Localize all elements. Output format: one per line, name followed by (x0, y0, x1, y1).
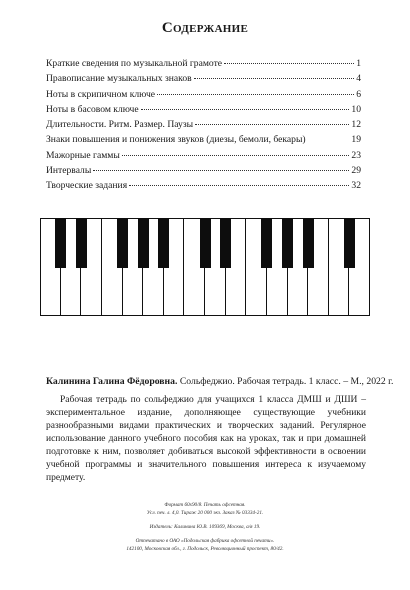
toc-entry-page: 29 (351, 165, 361, 177)
imprint-publisher: Издатель: Калинина Ю.В. 109369, Москва, а/я 19. (149, 524, 261, 530)
toc-leader-dots (157, 94, 354, 95)
toc-entry (46, 134, 361, 149)
piano-black-key (117, 218, 128, 268)
imprint-address: 142100, Московская обл., г. Подольск, Революционный проспект, 80/42. (126, 546, 284, 552)
piano-black-key (282, 218, 293, 268)
book-description: Рабочая тетрадь по сольфеджио для учащихся 1 класса ДМШ и ДШИ – экспериментальное издание, дополняющее существующие учебники разнообразными видами практических и творческих заданий. Регулярное использование данного учебного пособия как на уроках, так и при домашней подготовке к ним, позволяет добиваться высокой эффективности в освоении учебной программы и значительного повышения интереса к изучаемому предмету. (46, 395, 366, 483)
toc-entry-label: Знаки повышения и понижения звуков (диезы, бемоли, бекары) (46, 134, 306, 146)
toc-leader-dots (194, 78, 355, 79)
toc-entry (46, 73, 361, 88)
toc-entry (46, 165, 361, 180)
toc-entry (46, 58, 361, 73)
toc-entry-label: Краткие сведения по музыкальной грамоте (46, 58, 223, 69)
toc-entry (46, 104, 361, 119)
toc-entry-label: Правописание музыкальных знаков (46, 73, 192, 85)
page-title: Содержание (161, 20, 249, 36)
book-citation (46, 376, 394, 387)
toc-entry-page: 1 (356, 58, 361, 69)
toc-entry (46, 119, 361, 134)
toc-entry-label: Творческие задания (46, 180, 128, 192)
toc-entry-page: 4 (356, 73, 361, 85)
toc-entry (46, 180, 361, 195)
book-citation-details: Сольфеджио. Рабочая тетрадь. 1 класс. – М., 2022 г. (179, 376, 394, 387)
imprint-format: Формат 60х90/8. Печать офсетная. (164, 502, 246, 508)
table-of-contents (46, 58, 361, 196)
toc-entry-page: 10 (351, 103, 361, 115)
toc-entry-label: Интервалы (46, 165, 92, 177)
imprint-printed-at: Отпечатано в ОАО «Подольская фабрика офсетной печати». (135, 538, 275, 544)
piano-black-key (138, 218, 149, 268)
toc-entry (46, 89, 361, 104)
piano-keyboard-illustration (40, 218, 370, 316)
toc-entry-label: Ноты в басовом ключе (46, 103, 139, 115)
piano-black-key (303, 218, 314, 268)
toc-entry-page: 23 (351, 149, 361, 161)
toc-leader-dots (122, 155, 350, 156)
toc-entry-page: 19 (351, 134, 361, 146)
author-name: Калинина Галина Фёдоровна. (46, 376, 178, 387)
imprint-print-info: Усл. печ. л. 4,0. Тираж 20 000 экз. Заказ № 03334-21. (146, 510, 264, 516)
toc-entry (46, 150, 361, 165)
toc-entry-label: Длительности. Ритм. Размер. Паузы (46, 119, 194, 131)
toc-leader-dots (195, 124, 349, 125)
piano-black-key (344, 218, 355, 268)
piano-black-key (200, 218, 211, 268)
piano-black-key (261, 218, 272, 268)
toc-leader-dots (224, 63, 354, 64)
toc-entry-page: 6 (356, 88, 361, 100)
toc-entry-label: Мажорные гаммы (46, 149, 120, 161)
piano-black-key (76, 218, 87, 268)
toc-entry-page: 32 (351, 180, 361, 192)
toc-leader-dots (129, 185, 349, 186)
toc-leader-dots (141, 109, 350, 110)
piano-black-key (55, 218, 66, 268)
piano-black-key (220, 218, 231, 268)
piano-black-key (158, 218, 169, 268)
toc-entry-page: 12 (351, 119, 361, 131)
toc-leader-dots (93, 170, 349, 171)
toc-entry-label: Ноты в скрипичном ключе (46, 88, 156, 100)
